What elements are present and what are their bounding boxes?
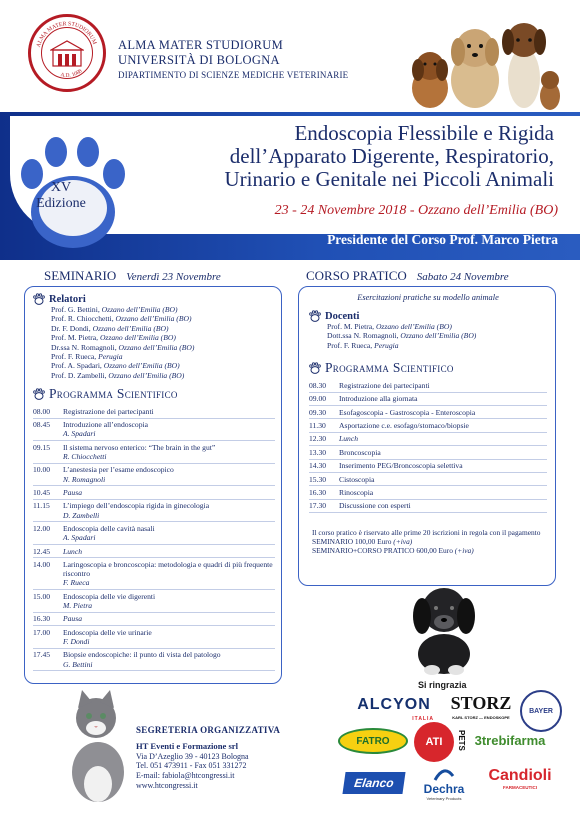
activity-speaker: F. Dondi: [63, 636, 90, 646]
storz-logo: STORZ KARL STORZ — ENDOSKOPE: [450, 692, 512, 720]
schedule-row: [33, 590, 275, 613]
sponsors-heading: Si ringrazia: [418, 680, 467, 690]
teacher-location: Perugia: [374, 340, 399, 350]
schedule-time: 15.00: [33, 591, 51, 601]
svg-text:ALMA MATER STUDIORUM: [36, 21, 97, 48]
activity-title: Pausa: [63, 614, 82, 624]
activity-title: Introduzione alla giornata: [339, 394, 418, 404]
corso-header: [306, 268, 509, 284]
teacher-name: Prof. A. Spadari,: [51, 361, 104, 371]
teacher-location: Ozzano dell’Emilia (BO): [400, 331, 477, 341]
schedule-time: 09.15: [33, 442, 51, 452]
teacher-entry: [327, 341, 547, 350]
schedule-activity: [63, 443, 275, 461]
teacher-entry: [51, 371, 275, 380]
activity-title: Registrazione dei partecipanti: [339, 380, 430, 390]
schedule-activity: [63, 420, 275, 438]
schedule-time: 12.45: [33, 546, 51, 556]
schedule-row: [33, 626, 275, 649]
activity-speaker: M. Pietra: [63, 600, 93, 610]
schedule-time: 09.30: [309, 407, 327, 417]
schedule-activity: [339, 488, 547, 497]
seal-text: ALMA MATER STUDIORUM: [35, 21, 98, 49]
course-date: 23 - 24 Novembre 2018 - Ozzano dell’Emilia (BO): [274, 203, 558, 218]
schedule-time: 11.15: [33, 501, 50, 511]
activity-title: Pausa: [63, 488, 82, 498]
exercises-note: Esercitazioni pratiche su modello animale: [357, 293, 499, 302]
candioli-logo: Candioli FARMACEUTICI: [488, 766, 552, 790]
activity-speaker: D. Zambelli: [63, 510, 100, 520]
activity-title: Asportazione c.e. esofago/stomaco/biopsie: [339, 420, 469, 430]
activity-title: Discussione con esperti: [339, 501, 411, 511]
schedule-time: 10.45: [33, 488, 51, 498]
schedule-row: [33, 500, 275, 523]
teacher-location: Ozzano dell’Emilia (BO): [92, 323, 169, 333]
activity-title: Cistoscopia: [339, 474, 375, 484]
seminario-panel: [24, 286, 282, 684]
schedule-row: [33, 613, 275, 626]
teacher-location: Ozzano dell’Emilia (BO): [375, 322, 452, 331]
puppies-illustration-icon: [400, 8, 560, 112]
title-line-2: dell’Apparato Digerente, Respiratorio,: [229, 144, 554, 168]
secretary-company: HT Eventi e Formazione srl: [136, 740, 238, 751]
edition-badge: [22, 180, 100, 212]
university-seal-icon: [28, 14, 106, 92]
course-title: [225, 122, 555, 191]
trebifarma-logo: 3trebifarma: [474, 732, 546, 748]
black-puppy-illustration-icon: [404, 572, 482, 676]
university-name: [118, 38, 348, 80]
schedule-activity: [63, 628, 275, 646]
schedule-activity: [339, 448, 547, 457]
teacher-name: Prof. G. Bettini,: [51, 305, 102, 314]
schedule-time: 17.00: [33, 627, 51, 637]
bayer-logo: BAYER: [520, 690, 562, 732]
teacher-name: Dott.ssa N. Romagnoli,: [327, 331, 401, 341]
teacher-entry: [51, 333, 275, 342]
secretary-email[interactable]: E-mail: fabiola@htcongressi.it: [136, 771, 235, 781]
schedule-activity: [63, 501, 275, 519]
schedule-row: [309, 433, 547, 446]
teacher-location: Ozzano dell’Emilia (BO): [99, 333, 176, 343]
svg-text:A.D. 1088: [60, 68, 84, 79]
activity-speaker: A. Spadari: [63, 429, 96, 439]
schedule-activity: [63, 407, 275, 416]
department-name: DIPARTIMENTO DI SCIENZE MEDICHE VETERINARIE: [118, 70, 349, 80]
paw-small-icon: [309, 310, 321, 322]
price-seminario-corso: SEMINARIO+CORSO PRATICO 600,00 Euro (+iva): [312, 546, 474, 555]
secretary-website[interactable]: www.htcongressi.it: [136, 780, 198, 790]
schedule-time: 08.00: [33, 406, 51, 416]
alcyon-logo: ALCYON ITALIA: [357, 696, 434, 722]
schedule-row: [33, 558, 275, 590]
activity-title: Endoscopia delle cavità nasali: [63, 524, 155, 533]
seminario-programma-heading: [33, 386, 275, 402]
schedule-activity: [63, 592, 275, 610]
schedule-time: 10.00: [33, 465, 51, 475]
teacher-location: Perugia: [98, 352, 123, 362]
seminario-programma-label: Programma Scientifico: [49, 386, 178, 402]
schedule-row: [309, 500, 547, 513]
schedule-row: [309, 446, 547, 459]
schedule-row: [33, 405, 275, 418]
schedule-time: 11.30: [309, 420, 326, 430]
seminario-schedule: [33, 405, 275, 671]
registration-note: [312, 528, 548, 555]
schedule-row: [309, 406, 547, 419]
price-seminario: SEMINARIO 100,00 Euro (+iva): [312, 537, 413, 546]
activity-title: Lunch: [63, 546, 82, 556]
docenti-heading: [309, 310, 547, 322]
teacher-entry: [51, 361, 275, 370]
seminario-day: Venerdì 23 Novembre: [126, 271, 221, 283]
teacher-location: Ozzano dell’Emilia (BO): [103, 361, 180, 371]
schedule-activity: [339, 381, 547, 390]
teacher-entry: [51, 343, 275, 352]
schedule-row: [309, 473, 547, 486]
schedule-row: [33, 486, 275, 499]
activity-title: Registrazione dei partecipanti: [63, 406, 154, 416]
seminario-label: SEMINARIO: [44, 268, 117, 283]
header: [0, 0, 580, 112]
activity-title: Endoscopia delle vie urinarie: [63, 627, 152, 637]
activity-title: Introduzione all’endoscopia: [63, 420, 148, 430]
fatro-logo: FATRO: [338, 728, 408, 754]
corso-day: Sabato 24 Novembre: [416, 271, 509, 283]
relatori-list: [51, 305, 275, 380]
schedule-row: [33, 464, 275, 487]
schedule-time: 09.00: [309, 394, 327, 404]
kitten-illustration-icon: [60, 688, 132, 804]
relatori-label: Relatori: [49, 293, 86, 305]
activity-speaker: F. Rueca: [63, 578, 90, 588]
schedule-activity: [63, 614, 275, 623]
schedule-activity: [339, 501, 547, 510]
schedule-activity: [63, 524, 275, 542]
activity-title: Rinoscopia: [339, 487, 374, 497]
organizing-secretary: [136, 726, 280, 791]
teacher-entry: [51, 324, 275, 333]
dechra-logo: Dechra Veterinary Products: [418, 766, 470, 802]
schedule-row: [309, 419, 547, 432]
activity-title: Biopsie endoscopiche: il punto di vista del patologo: [63, 650, 221, 660]
corso-label: CORSO PRATICO: [306, 268, 407, 283]
seal-ring-icon: [31, 17, 103, 89]
schedule-row: [309, 486, 547, 499]
schedule-time: 15.30: [309, 474, 327, 484]
schedule-row: [309, 460, 547, 473]
seal-year: A.D. 1088: [59, 68, 84, 79]
teacher-name: Dr. F. Dondi,: [51, 323, 93, 333]
teacher-entry: [327, 322, 547, 331]
schedule-time: 12.30: [309, 434, 327, 444]
title-line-3: Urinario e Genitale nei Piccoli Animali: [224, 167, 554, 191]
elanco-logo: Elanco: [342, 772, 405, 794]
schedule-activity: [339, 434, 547, 443]
activity-title: Lunch: [339, 434, 358, 444]
teacher-name: Prof. F. Rueca,: [51, 352, 99, 362]
schedule-time: 17.30: [309, 501, 327, 511]
activity-title: Esofagoscopia - Gastroscopia - Enteroscopia: [339, 407, 476, 417]
schedule-row: [309, 379, 547, 392]
schedule-row: [33, 419, 275, 442]
schedule-activity: [63, 465, 275, 483]
schedule-activity: [63, 650, 275, 668]
schedule-time: 17.45: [33, 650, 51, 660]
course-president: Presidente del Corso Prof. Marco Pietra: [327, 232, 558, 247]
schedule-activity: [339, 421, 547, 430]
teacher-name: Prof. M. Pietra,: [51, 333, 100, 343]
schedule-time: 13.30: [309, 447, 327, 457]
seminario-header: [44, 268, 221, 284]
schedule-time: 08.45: [33, 420, 51, 430]
teacher-entry: [51, 305, 275, 314]
teacher-entry: [51, 314, 275, 323]
schedule-activity: [339, 394, 547, 403]
paw-small-icon: [33, 293, 45, 305]
schedule-row: [309, 393, 547, 406]
docenti-label: Docenti: [325, 310, 360, 322]
paw-small-icon: [33, 388, 45, 400]
relatori-heading: [33, 293, 275, 305]
activity-speaker: N. Romagnoli: [63, 474, 106, 484]
corso-programma-label: Programma Scientifico: [325, 360, 454, 376]
schedule-time: 14.00: [33, 559, 51, 569]
teacher-name: Prof. R. Chiocchetti,: [51, 314, 116, 324]
schedule-row: [33, 649, 275, 672]
uni-line-1: ALMA MATER STUDIORUM: [118, 38, 284, 52]
corso-schedule: [309, 379, 547, 513]
schedule-row: [33, 441, 275, 464]
teacher-name: Prof. M. Pietra,: [327, 322, 376, 331]
note-text: Il corso pratico è riservato alle prime 20 iscrizioni in regola con il pagamento: [312, 528, 541, 537]
teacher-entry: [327, 331, 547, 340]
schedule-activity: [339, 461, 547, 470]
activity-title: L’impiego dell’endoscopia rigida in ginecologia: [63, 501, 210, 511]
activity-title: Il sistema nervoso enterico: “The brain in the gut”: [63, 442, 216, 452]
activity-speaker: G. Bettini: [63, 659, 93, 669]
secretary-address: Via D’Azeglio 39 - 40123 Bologna: [136, 751, 249, 761]
activity-title: Inserimento PEG/Broncoscopia selettiva: [339, 461, 463, 471]
activity-speaker: R. Chiocchetti: [63, 452, 107, 462]
schedule-time: 12.00: [33, 524, 51, 533]
activity-title: L’anestesia per l’esame endoscopico: [63, 465, 174, 475]
teacher-location: Ozzano dell’Emilia (BO): [101, 305, 178, 314]
teacher-name: Dr.ssa N. Romagnoli,: [51, 342, 119, 352]
edition-number: XV: [50, 180, 72, 195]
edition-label: Edizione: [36, 196, 86, 211]
uni-line-2: UNIVERSITÀ DI BOLOGNA: [118, 53, 280, 67]
teacher-name: Prof. F. Rueca,: [327, 340, 375, 350]
teacher-entry: [51, 352, 275, 361]
dechra-swoosh-icon: [433, 768, 455, 782]
teacher-location: Ozzano dell’Emilia (BO): [118, 342, 195, 352]
paw-small-icon: [309, 362, 321, 374]
schedule-row: [33, 522, 275, 545]
secretary-phone: Tel. 051 473911 - Fax 051 331272: [136, 761, 247, 771]
schedule-time: 08.30: [309, 380, 327, 390]
docenti-list: [327, 322, 547, 350]
teacher-location: Ozzano dell’Emilia (BO): [115, 314, 192, 324]
schedule-activity: [339, 475, 547, 484]
schedule-activity: [339, 408, 547, 417]
schedule-time: 16.30: [309, 487, 327, 497]
activity-title: Endoscopia delle vie digerenti: [63, 591, 156, 601]
activity-speaker: A. Spadari: [63, 533, 96, 543]
schedule-row: [33, 545, 275, 558]
schedule-time: 16.30: [33, 614, 51, 624]
schedule-activity: [63, 488, 275, 497]
schedule-activity: [63, 560, 275, 588]
secretary-title: SEGRETERIA ORGANIZZATIVA: [136, 725, 281, 735]
teacher-location: Ozzano dell’Emilia (BO): [108, 370, 185, 380]
title-line-1: Endoscopia Flessibile e Rigida: [294, 121, 554, 145]
schedule-time: 14.30: [309, 461, 327, 471]
ati-pets-logo: ATI PETS: [414, 722, 454, 762]
teacher-name: Prof. D. Zambelli,: [51, 370, 109, 380]
corso-programma-heading: [309, 360, 547, 376]
schedule-activity: [63, 547, 275, 556]
activity-title: Broncoscopia: [339, 447, 381, 457]
activity-title: Laringoscopia e broncoscopia: metodologia e quadri di più frequente riscontro: [63, 559, 273, 579]
